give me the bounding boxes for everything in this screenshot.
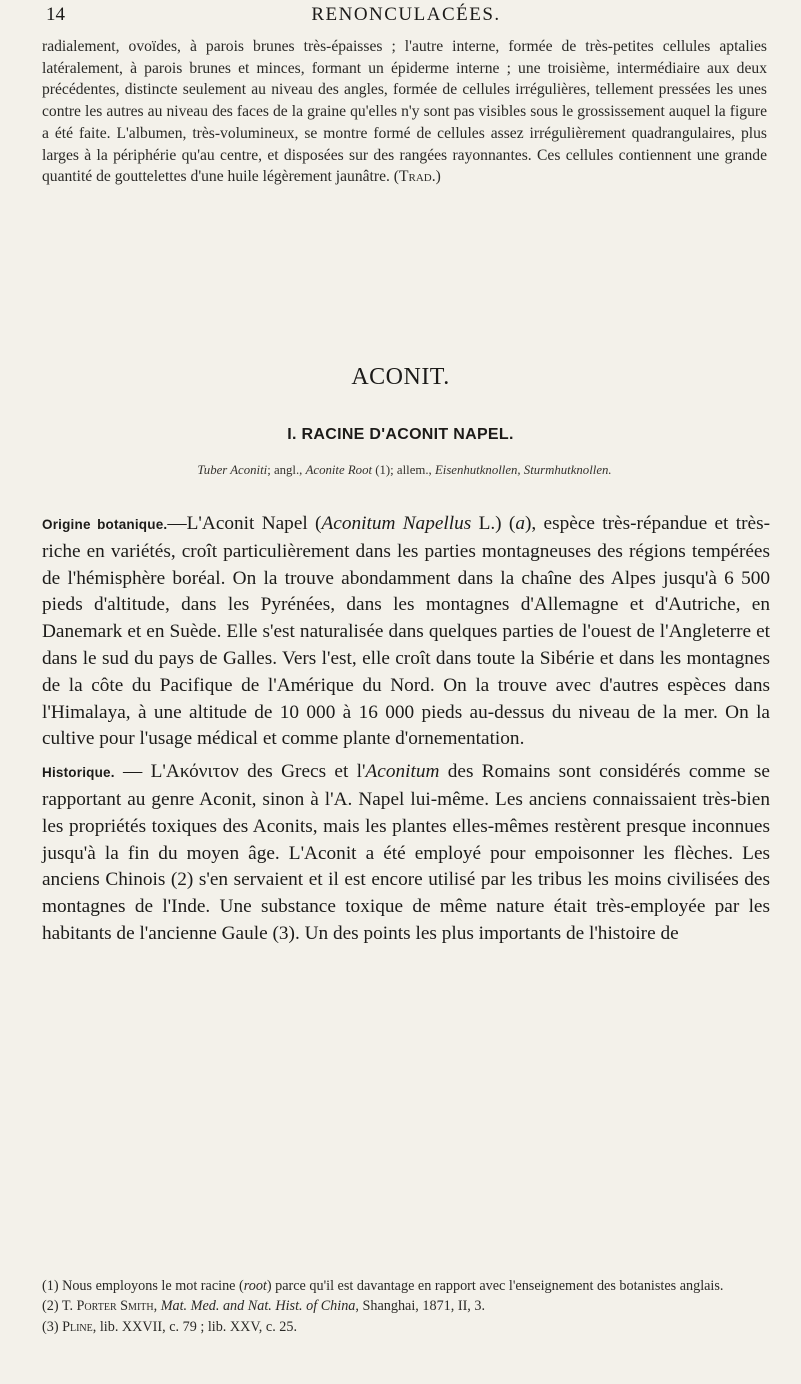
footnote-2: (2) T. Porter Smith, Mat. Med. and Nat. Hist. of China, Shanghai, 1871, II, 3. xyxy=(42,1298,486,1315)
history-paragraph: Historique. — L'Ακόνιτον des Grecs et l'Aconitum des Romains sont considérés comme se rapportant au genre Aconit, sinon à l'A. Napel lui-même. Les anciens connaissaient très-bien les propriétés toxiques des Aconits, mais les plantes elles-mêmes restèrent presque inconnues jusqu'à la fin du moyen âge. L'Aconit a été employé pour empoisonner les flèches. Les anciens Chinois (2) s'en servaient et il est encore utilisé par les tribus les moins civilisées des montagnes de l'Inde. Une substance toxique de même nature était très-employée par les habitants de l'ancienne Gaule (3). Un des points les plus importants de l'histoire de xyxy=(42,761,770,944)
footnotes xyxy=(42,1276,770,1337)
origin-paragraph: Origine botanique.—L'Aconit Napel (Aconitum Napellus L.) (a), espèce très-répandue et très-riche en variétés, croît particulièrement dans les parties montagneuses des régions tempérées de l'hémisphère boréal. On la trouve abondamment dans la chaîne des Alpes jusqu'à 6 500 pieds d'altitude, dans les Pyrénées, dans les montagnes d'Allemagne et d'Autriche, en Danemark et en Suède. Elle s'est naturalisée dans quelques parties de l'ouest de l'Angleterre et dans le sud du pays de Galles. Vers l'est, elle croît dans toute la Sibérie et dans les montagnes de la côte du Pacifique de l'Amérique du Nord. On la trouve avec d'autres espèces dans l'Himalaya, à une altitude de 10 000 à 16 000 pieds au-dessus du niveau de la mer. On la cultive pour l'usage médical et comme plante d'ornementation. xyxy=(42,513,770,750)
section-subtitle: I. RACINE D'ACONIT NAPEL. xyxy=(287,426,514,443)
page-header xyxy=(46,0,766,30)
footnote-1: (1) Nous employons le mot racine (root) parce qu'il est davantage en rapport avec l'enseignement des botanistes anglais. xyxy=(42,1278,724,1294)
origin-lead: Origine botanique. xyxy=(42,517,168,532)
section-title: ACONIT. xyxy=(351,364,450,390)
translator-mark: Trad. xyxy=(399,168,436,186)
page-number: 14 xyxy=(46,4,65,25)
main-text xyxy=(42,511,770,948)
footnote-3: (3) Pline, lib. XXVII, c. 79 ; lib. XXV, c. 25. xyxy=(42,1318,298,1335)
drug-names: Tuber Aconiti; angl., Aconite Root (1); allem., Eisenhutknollen, Sturmhutknollen. xyxy=(197,463,612,477)
translator-note xyxy=(42,36,767,188)
history-lead: Historique. xyxy=(42,765,115,781)
translator-note-paragraph: radialement, ovoïdes, à parois brunes très-épaisses ; l'autre interne, formée de très-petites cellules aptalies latéralement, à parois brunes et minces, formant un épiderme interne ; une troisième, intermédiaire aux deux précédentes, distincte seulement au niveau des angles, formée de cellules irrégulières, tellement pressées les unes contre les autres au niveau des faces de la graine qu'elles n'y sont pas visibles sous le grossissement auquel la figure a été faite. L'albumen, très-volumineux, se montre formé de cellules assez irrégulièrement quadrangulaires, plus larges à la périphérie qu'au centre, et disposées sur des rangées rayonnantes. Ces cellules contiennent une grande quantité de gouttelettes d'une huile légèrement jaunâtre. (Trad.) xyxy=(42,38,767,186)
running-title: RENONCULACÉES. xyxy=(311,4,501,25)
